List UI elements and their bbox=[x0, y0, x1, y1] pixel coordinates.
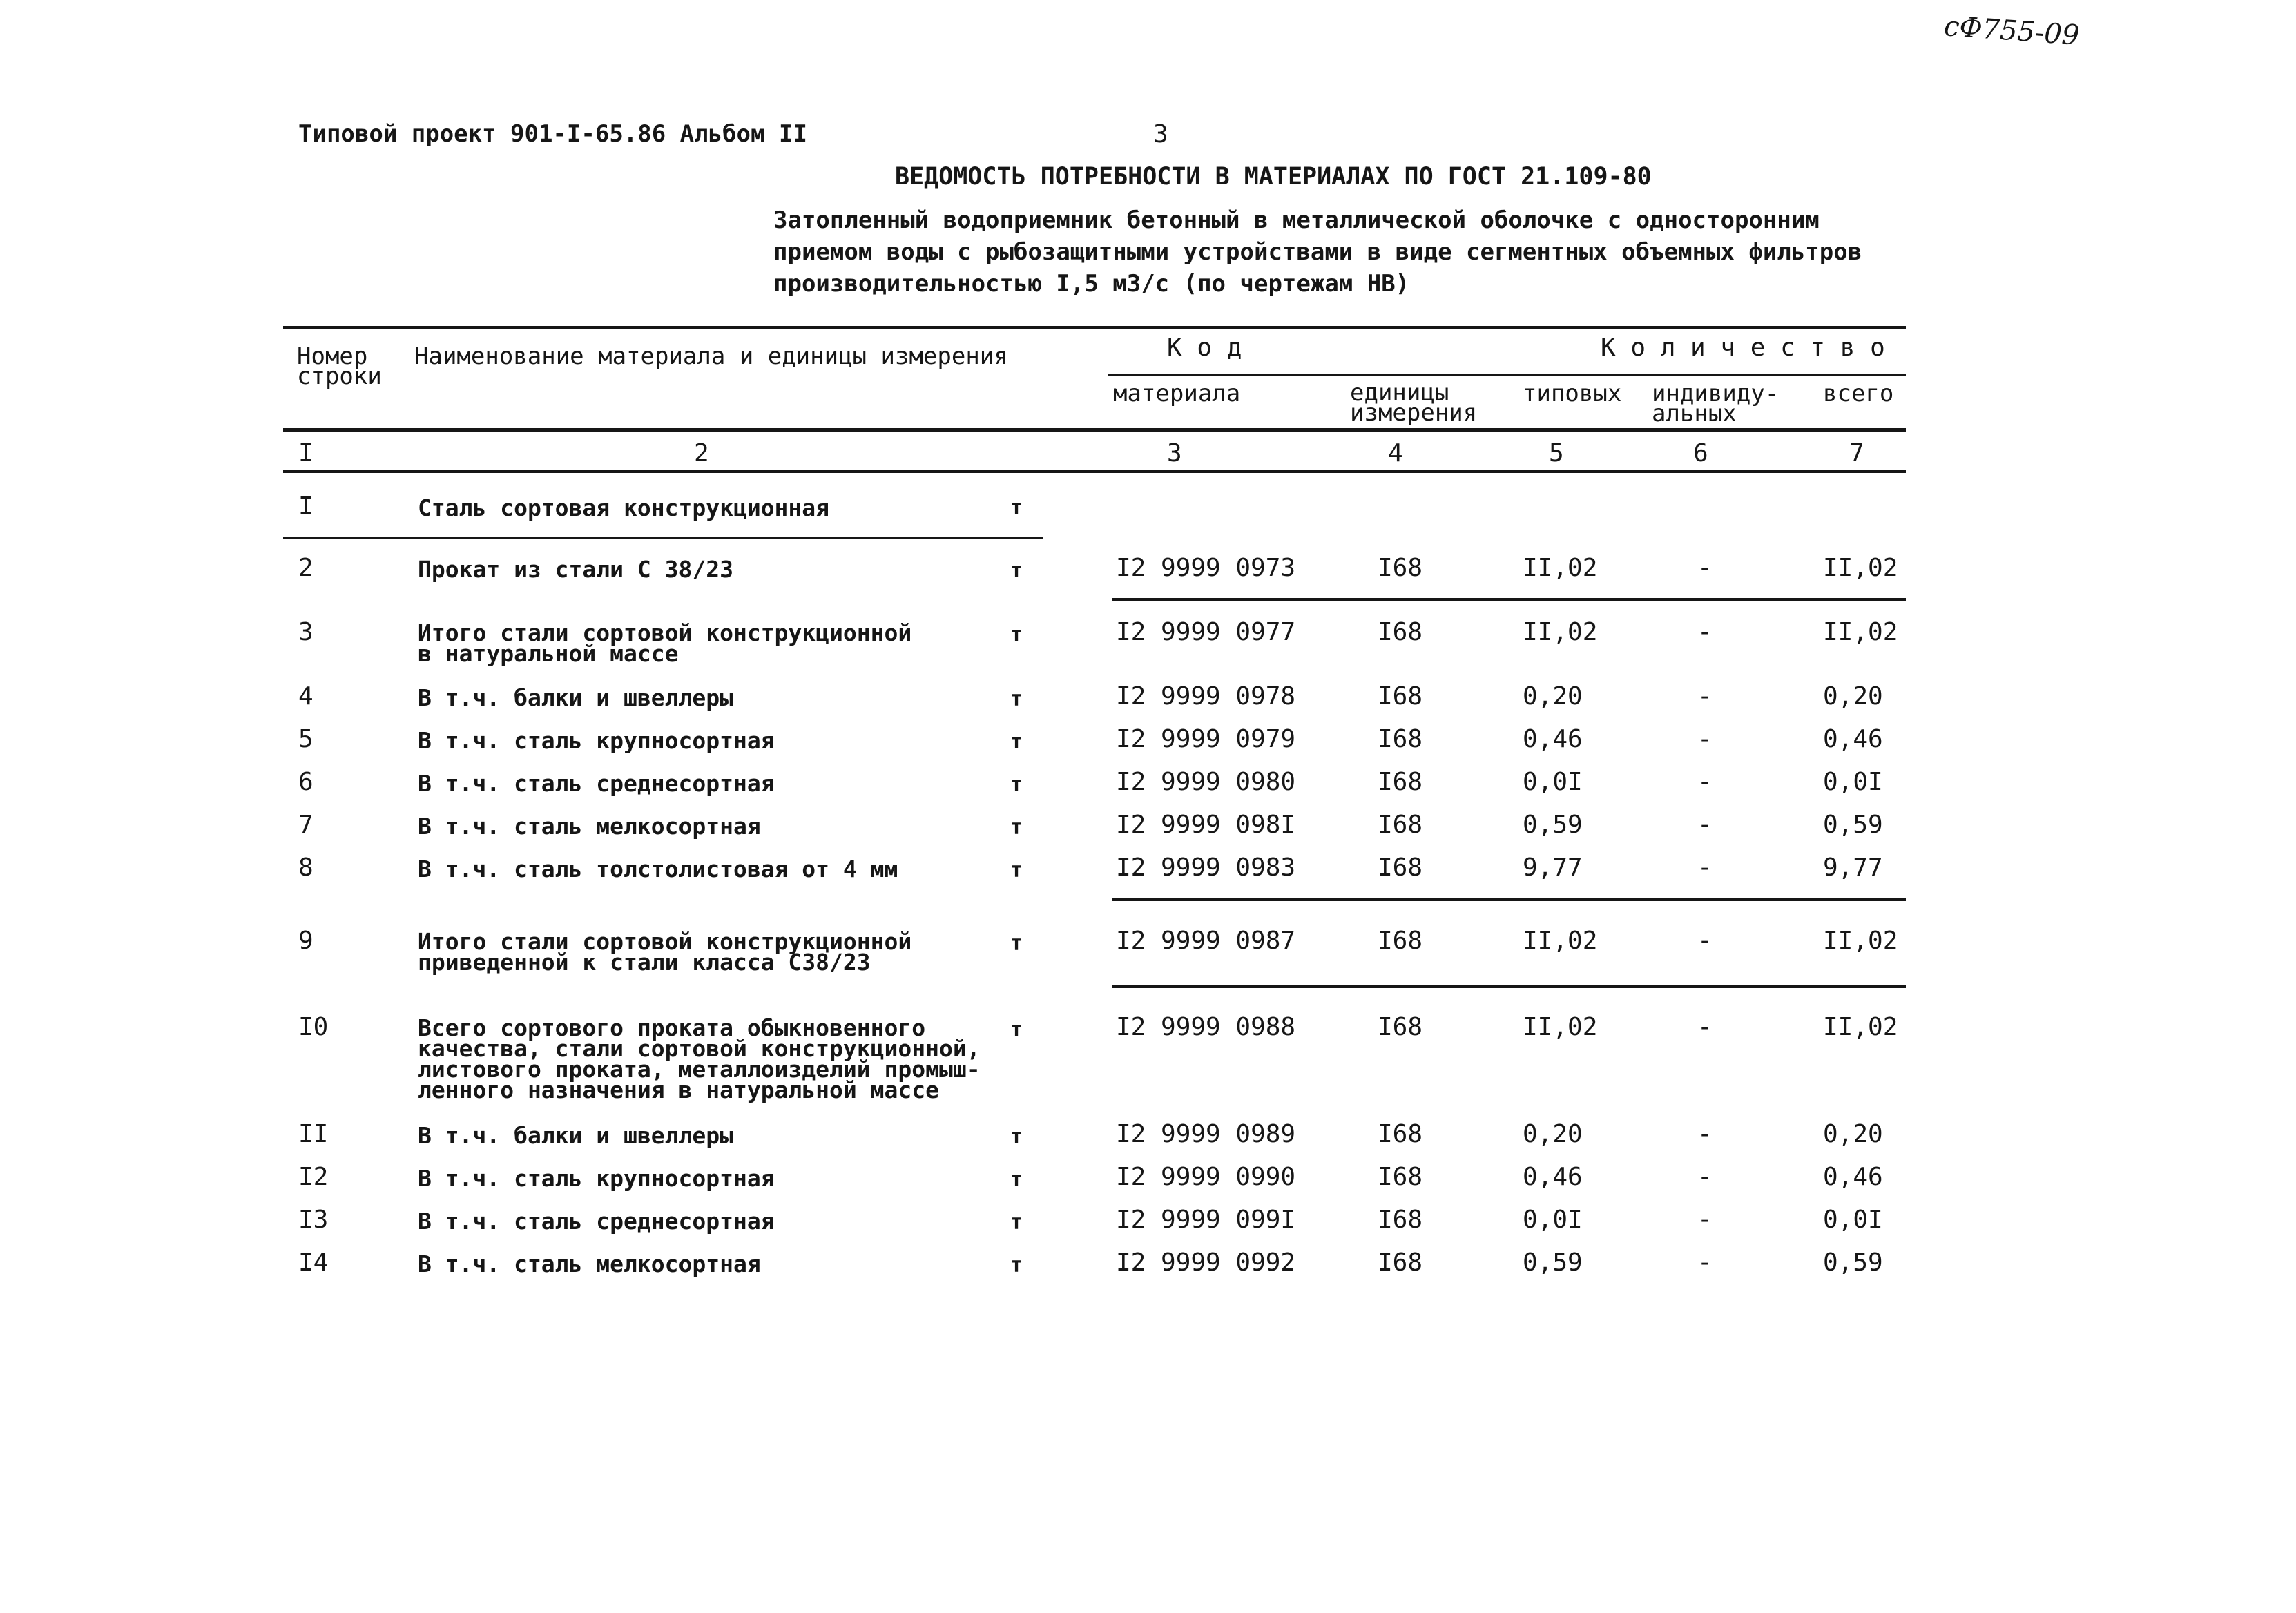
total-quantity: II,02 bbox=[1823, 554, 1898, 582]
row-number: 8 bbox=[298, 853, 313, 882]
unit-code: I68 bbox=[1378, 811, 1423, 839]
header-total: всего bbox=[1823, 380, 1894, 407]
individual-quantity: - bbox=[1697, 1013, 1713, 1041]
unit-code: I68 bbox=[1378, 768, 1423, 796]
typical-quantity: II,02 bbox=[1523, 618, 1598, 646]
unit-label: т bbox=[1010, 1018, 1023, 1042]
material-name: В т.ч. сталь крупносортная bbox=[418, 1165, 775, 1192]
header-material-name: Наименование материала и единицы измерения bbox=[414, 342, 1008, 370]
unit-label: т bbox=[1010, 496, 1023, 520]
unit-label: т bbox=[1010, 1253, 1023, 1277]
total-quantity: 0,59 bbox=[1823, 1248, 1883, 1277]
row-underline bbox=[1112, 598, 1906, 601]
unit-label: т bbox=[1010, 1168, 1023, 1192]
total-quantity: 0,59 bbox=[1823, 811, 1883, 839]
header-group-divider-code bbox=[1108, 374, 1534, 376]
column-number: 5 bbox=[1549, 439, 1564, 467]
typical-quantity: 0,59 bbox=[1523, 1248, 1583, 1277]
material-code: I2 9999 0990 bbox=[1116, 1163, 1296, 1191]
page-number: 3 bbox=[1153, 120, 1168, 148]
unit-code: I68 bbox=[1378, 554, 1423, 582]
subtitle-line: производительностью I,5 м3/с (по чертежам НВ) bbox=[773, 270, 1410, 298]
row-number: I2 bbox=[298, 1163, 329, 1191]
typical-quantity: II,02 bbox=[1523, 1013, 1598, 1041]
unit-code: I68 bbox=[1378, 927, 1423, 955]
typical-quantity: 9,77 bbox=[1523, 853, 1583, 882]
material-name: В т.ч. сталь мелкосортная bbox=[418, 813, 761, 840]
header-material-code: материала bbox=[1113, 380, 1241, 407]
row-number: 2 bbox=[298, 554, 313, 582]
row-number: 4 bbox=[298, 682, 313, 711]
material-code: I2 9999 0978 bbox=[1116, 682, 1296, 711]
typical-quantity: 0,46 bbox=[1523, 725, 1583, 753]
row-number: 5 bbox=[298, 725, 313, 753]
unit-label: т bbox=[1010, 687, 1023, 711]
total-quantity: 0,20 bbox=[1823, 682, 1883, 711]
unit-code: I68 bbox=[1378, 853, 1423, 882]
typical-quantity: II,02 bbox=[1523, 554, 1598, 582]
typical-quantity: 0,20 bbox=[1523, 682, 1583, 711]
column-numbers-rule bbox=[283, 470, 1906, 473]
individual-quantity: - bbox=[1697, 1206, 1713, 1234]
subtitle-line: приемом воды с рыбозащитными устройствами в виде сегментных объемных фильтров bbox=[773, 238, 1862, 266]
material-name: В т.ч. сталь крупносортная bbox=[418, 727, 775, 754]
typical-quantity: 0,0I bbox=[1523, 1206, 1583, 1234]
material-code: I2 9999 0987 bbox=[1116, 927, 1296, 955]
individual-quantity: - bbox=[1697, 927, 1713, 955]
material-code: I2 9999 0973 bbox=[1116, 554, 1296, 582]
total-quantity: II,02 bbox=[1823, 1013, 1898, 1041]
individual-quantity: - bbox=[1697, 811, 1713, 839]
material-code: I2 9999 0988 bbox=[1116, 1013, 1296, 1041]
table-top-rule bbox=[283, 326, 1906, 329]
material-name: Всего сортового проката обыкновенного качества, стали сортовой конструкционной, листового проката, металлоизделий промыш- ленного назначения в натуральной массе bbox=[418, 1014, 981, 1103]
total-quantity: 0,46 bbox=[1823, 725, 1883, 753]
material-name: В т.ч. сталь мелкосортная bbox=[418, 1250, 761, 1277]
unit-code: I68 bbox=[1378, 1013, 1423, 1041]
unit-code: I68 bbox=[1378, 618, 1423, 646]
individual-quantity: - bbox=[1697, 554, 1713, 582]
column-number: 3 bbox=[1167, 439, 1182, 467]
unit-label: т bbox=[1010, 815, 1023, 840]
row-number: I4 bbox=[298, 1248, 329, 1277]
total-quantity: II,02 bbox=[1823, 927, 1898, 955]
typical-quantity: 0,0I bbox=[1523, 768, 1583, 796]
unit-label: т bbox=[1010, 1125, 1023, 1149]
individual-quantity: - bbox=[1697, 618, 1713, 646]
individual-quantity: - bbox=[1697, 1163, 1713, 1191]
material-name: В т.ч. балки и швеллеры bbox=[418, 1122, 733, 1149]
column-number: 2 bbox=[694, 439, 709, 467]
unit-label: т bbox=[1010, 773, 1023, 797]
unit-label: т bbox=[1010, 931, 1023, 956]
material-name: Итого стали сортовой конструкционной приведенной к стали класса С38/23 bbox=[418, 928, 912, 976]
row-underline bbox=[283, 537, 1043, 539]
unit-code: I68 bbox=[1378, 1206, 1423, 1234]
document-subtitle bbox=[773, 204, 1862, 300]
individual-quantity: - bbox=[1697, 768, 1713, 796]
material-code: I2 9999 0977 bbox=[1116, 618, 1296, 646]
column-number: 6 bbox=[1693, 439, 1708, 467]
unit-code: I68 bbox=[1378, 725, 1423, 753]
material-code: I2 9999 0992 bbox=[1116, 1248, 1296, 1277]
row-number: 6 bbox=[298, 768, 313, 796]
material-name: В т.ч. сталь среднесортная bbox=[418, 1208, 775, 1235]
unit-code: I68 bbox=[1378, 1120, 1423, 1148]
material-code: I2 9999 0989 bbox=[1116, 1120, 1296, 1148]
individual-quantity: - bbox=[1697, 725, 1713, 753]
column-number: I bbox=[298, 439, 313, 467]
material-code: I2 9999 098I bbox=[1116, 811, 1296, 839]
individual-quantity: - bbox=[1697, 853, 1713, 882]
header-individual: индивиду- альных bbox=[1652, 380, 1779, 427]
total-quantity: 0,0I bbox=[1823, 1206, 1883, 1234]
individual-quantity: - bbox=[1697, 1120, 1713, 1148]
row-number: I3 bbox=[298, 1206, 329, 1234]
row-number: II bbox=[298, 1120, 329, 1148]
row-number: I bbox=[298, 492, 313, 521]
unit-code: I68 bbox=[1378, 682, 1423, 711]
unit-label: т bbox=[1010, 559, 1023, 583]
document-title: ВЕДОМОСТЬ ПОТРЕБНОСТИ В МАТЕРИАЛАХ ПО ГОСТ 21.109-80 bbox=[895, 163, 1652, 191]
header-code-group: К о д bbox=[1167, 334, 1242, 362]
unit-code: I68 bbox=[1378, 1248, 1423, 1277]
material-code: I2 9999 0980 bbox=[1116, 768, 1296, 796]
handwritten-document-mark: сФ755-09 bbox=[1942, 10, 2081, 52]
row-number: 9 bbox=[298, 927, 313, 955]
typical-quantity: 0,46 bbox=[1523, 1163, 1583, 1191]
total-quantity: 0,0I bbox=[1823, 768, 1883, 796]
individual-quantity: - bbox=[1697, 1248, 1713, 1277]
material-name: В т.ч. сталь среднесортная bbox=[418, 770, 775, 797]
typical-quantity: 0,59 bbox=[1523, 811, 1583, 839]
row-underline bbox=[1112, 898, 1906, 901]
unit-label: т bbox=[1010, 858, 1023, 882]
header-typical: типовых bbox=[1523, 380, 1622, 407]
material-code: I2 9999 0979 bbox=[1116, 725, 1296, 753]
header-unit-code: единицы измерения bbox=[1350, 379, 1478, 427]
total-quantity: 0,20 bbox=[1823, 1120, 1883, 1148]
total-quantity: II,02 bbox=[1823, 618, 1898, 646]
column-number: 7 bbox=[1849, 439, 1864, 467]
subtitle-line: Затопленный водоприемник бетонный в металлической оболочке с односторонним bbox=[773, 206, 1820, 234]
total-quantity: 0,46 bbox=[1823, 1163, 1883, 1191]
row-underline bbox=[1112, 985, 1906, 988]
row-number: 7 bbox=[298, 811, 313, 839]
material-name: Итого стали сортовой конструкционной в натуральной массе bbox=[418, 619, 912, 667]
row-number: I0 bbox=[298, 1013, 329, 1041]
material-name: В т.ч. балки и швеллеры bbox=[418, 684, 733, 711]
material-name: Прокат из стали С 38/23 bbox=[418, 556, 733, 583]
material-code: I2 9999 0983 bbox=[1116, 853, 1296, 882]
project-reference: Типовой проект 901-I-65.86 Альбом II bbox=[298, 120, 807, 148]
unit-code: I68 bbox=[1378, 1163, 1423, 1191]
header-quantity-group: К о л и ч е с т в о bbox=[1601, 334, 1885, 362]
material-code: I2 9999 099I bbox=[1116, 1206, 1296, 1234]
typical-quantity: 0,20 bbox=[1523, 1120, 1583, 1148]
header-bottom-rule bbox=[283, 428, 1906, 432]
header-group-divider-qty bbox=[1519, 374, 1906, 376]
header-row-number: Номер строки bbox=[297, 342, 382, 390]
row-number: 3 bbox=[298, 618, 313, 646]
material-name: В т.ч. сталь толстолистовая от 4 мм bbox=[418, 856, 898, 882]
column-number: 4 bbox=[1388, 439, 1403, 467]
total-quantity: 9,77 bbox=[1823, 853, 1883, 882]
individual-quantity: - bbox=[1697, 682, 1713, 711]
unit-label: т bbox=[1010, 730, 1023, 754]
material-name: Сталь сортовая конструкционная bbox=[418, 494, 830, 521]
unit-label: т bbox=[1010, 1210, 1023, 1235]
typical-quantity: II,02 bbox=[1523, 927, 1598, 955]
unit-label: т bbox=[1010, 623, 1023, 647]
